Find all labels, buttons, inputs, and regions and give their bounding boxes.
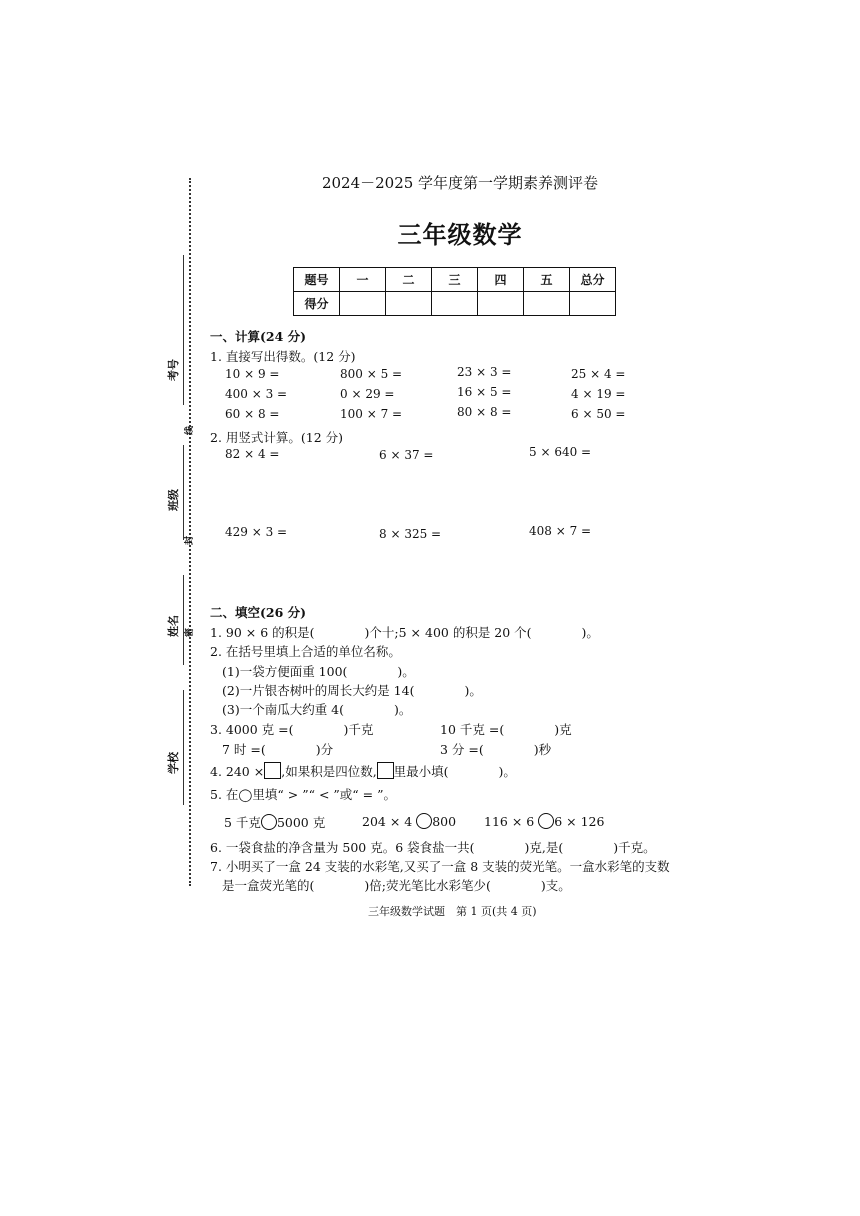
calc-item: 23 × 3 =	[457, 365, 512, 379]
compare-left: 116 × 6	[484, 814, 535, 829]
s2-q1: 1. 90 × 6 的积是( )个十;5 × 400 的积是 20 个( )。	[210, 625, 599, 640]
calc-item: 800 × 5 =	[340, 367, 403, 381]
score-cell: 一	[340, 268, 386, 292]
feng-label: 封	[185, 535, 196, 546]
s2-q4	[210, 762, 516, 780]
score-entry[interactable]	[386, 292, 432, 316]
xian-label: 线	[185, 425, 196, 436]
vertical-calc-item: 6 × 37 =	[379, 448, 434, 462]
calc-item: 6 × 50 =	[571, 407, 626, 421]
compare-right: 5000 克	[276, 815, 326, 830]
compare-circle[interactable]	[538, 813, 554, 829]
s2-q3-a: 3. 4000 克 =( )千克	[210, 722, 374, 737]
page-footer: 三年级数学试题 第 1 页(共 4 页)	[368, 905, 537, 918]
score-entry[interactable]	[570, 292, 616, 316]
s2-q2: 2. 在括号里填上合适的单位名称。	[210, 644, 401, 659]
answer-box[interactable]	[377, 762, 394, 779]
mi-label: 密	[185, 627, 196, 638]
s2-q4-part-b: ,如果积是四位数,	[281, 764, 377, 779]
calc-item: 60 × 8 =	[225, 407, 280, 421]
s2-q3-d: 3 分 =( )秒	[440, 742, 552, 757]
s2-q7-line2: 是一盒荧光笔的( )倍;荧光笔比水彩笔少( )支。	[222, 878, 571, 893]
s1-q1-title: 1. 直接写出得数。(12 分)	[210, 349, 356, 364]
vertical-calc-item: 82 × 4 =	[225, 447, 280, 461]
exam-title: 2024－2025 学年度第一学期素养测评卷	[321, 174, 599, 192]
section2-title: 二、填空(26 分)	[210, 605, 307, 620]
kaohao-underline	[183, 255, 184, 405]
xuexiao-label: 学校	[167, 752, 180, 774]
calc-item: 16 × 5 =	[457, 385, 512, 399]
score-table	[293, 267, 616, 316]
s2-q2-3: (3)一个南瓜大约重 4( )。	[222, 702, 412, 717]
banji-underline	[183, 445, 184, 540]
s2-q6: 6. 一袋食盐的净含量为 500 克。6 袋食盐一共( )克,是( )千克。	[210, 840, 656, 855]
s2-q5: 5. 在◯里填“ > ”“ < ”或“ = ”。	[210, 787, 396, 802]
compare-item-2	[362, 813, 456, 829]
xuexiao-underline	[183, 690, 184, 805]
s2-q2-1: (1)一袋方便面重 100( )。	[222, 664, 415, 679]
compare-item-1	[224, 813, 325, 831]
calc-item: 25 × 4 =	[571, 367, 626, 381]
score-cell: 总分	[570, 268, 616, 292]
vertical-calc-item: 5 × 640 =	[529, 445, 592, 459]
score-entry[interactable]	[340, 292, 386, 316]
calc-item: 80 × 8 =	[457, 405, 512, 419]
score-entry[interactable]	[478, 292, 524, 316]
kaohao-label: 考号	[167, 359, 180, 381]
score-table-header-row	[294, 268, 616, 292]
calc-item: 4 × 19 =	[571, 387, 626, 401]
score-cell: 四	[478, 268, 524, 292]
vertical-calc-item: 8 × 325 =	[379, 527, 442, 541]
s2-q3-b: 10 千克 =( )克	[440, 722, 572, 737]
calc-item: 400 × 3 =	[225, 387, 288, 401]
score-cell: 二	[386, 268, 432, 292]
vertical-calc-item: 408 × 7 =	[529, 524, 592, 538]
score-cell: 题号	[294, 268, 340, 292]
compare-right: 800	[432, 814, 457, 829]
xingming-label: 姓名	[167, 615, 180, 637]
s1-q2-title: 2. 用竖式计算。(12 分)	[210, 430, 344, 445]
s2-q2-2: (2)一片银杏树叶的周长大约是 14( )。	[222, 683, 482, 698]
answer-box[interactable]	[264, 762, 281, 779]
compare-left: 204 × 4	[362, 814, 413, 829]
binding-dotted-line	[189, 178, 191, 886]
compare-right: 6 × 126	[554, 814, 605, 829]
calc-item: 10 × 9 =	[225, 367, 280, 381]
vertical-calc-item: 429 × 3 =	[225, 525, 288, 539]
s2-q4-part-a: 4. 240 ×	[210, 764, 265, 779]
compare-left: 5 千克	[224, 815, 261, 830]
exam-subtitle: 三年级数学	[397, 220, 523, 249]
calc-item: 100 × 7 =	[340, 407, 403, 421]
score-entry[interactable]	[432, 292, 478, 316]
calc-item: 0 × 29 =	[340, 387, 395, 401]
s2-q4-part-c: 里最小填( )。	[393, 764, 516, 779]
compare-circle[interactable]	[416, 813, 432, 829]
section1-title: 一、计算(24 分)	[210, 329, 307, 344]
xingming-underline	[183, 575, 184, 665]
banji-label: 班级	[167, 489, 180, 511]
score-cell: 得分	[294, 292, 340, 316]
s2-q7-line1: 7. 小明买了一盒 24 支装的水彩笔,又买了一盒 8 支装的荧光笔。一盒水彩笔的支数	[210, 859, 670, 874]
score-table-score-row	[294, 292, 616, 316]
compare-item-3	[484, 813, 604, 829]
score-entry[interactable]	[524, 292, 570, 316]
s2-q3-c: 7 时 =( )分	[222, 742, 334, 757]
score-cell: 五	[524, 268, 570, 292]
score-cell: 三	[432, 268, 478, 292]
compare-circle[interactable]	[261, 814, 277, 830]
